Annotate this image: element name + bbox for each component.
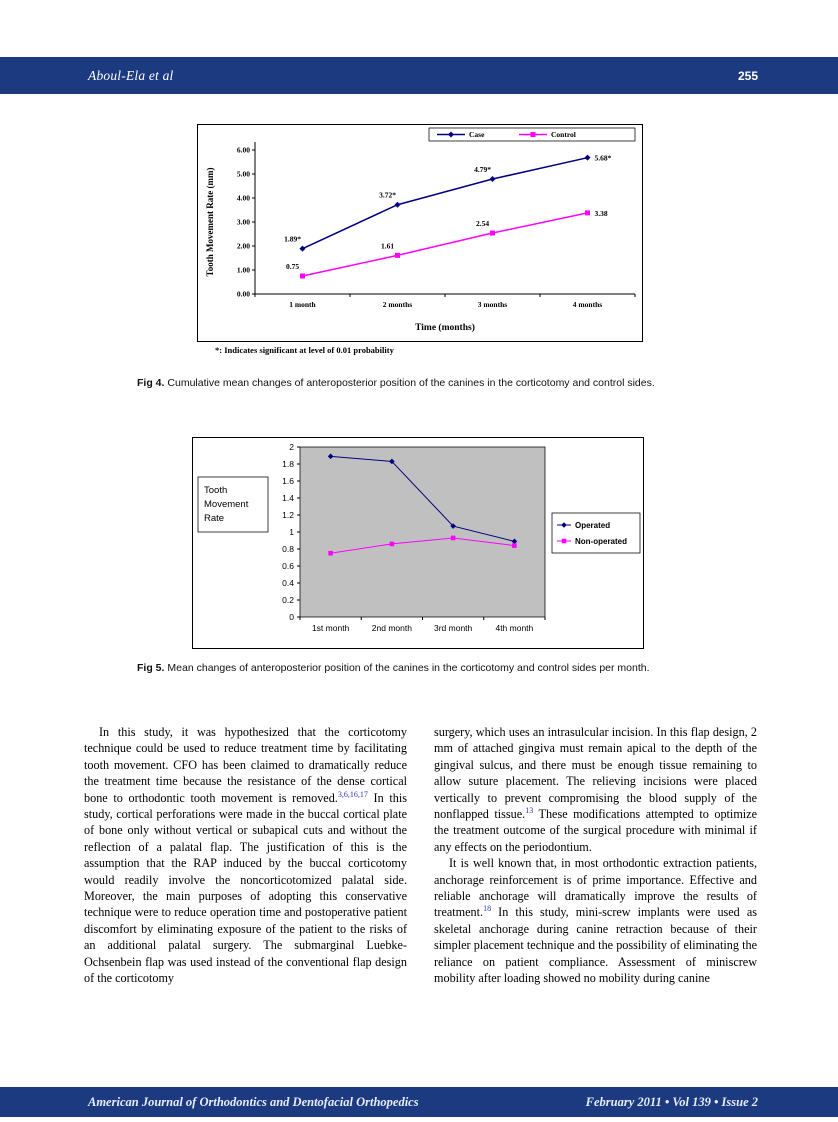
svg-text:5.00: 5.00: [236, 169, 250, 179]
fig5-caption: [137, 661, 707, 675]
svg-text:4 months: 4 months: [572, 300, 603, 309]
svg-text:3.72*: 3.72*: [379, 190, 396, 200]
fig4-footnote: *: Indicates significant at level of 0.01 probability: [215, 345, 394, 355]
svg-text:1.00: 1.00: [236, 265, 250, 275]
body-column-left: [84, 724, 407, 987]
svg-text:0.6: 0.6: [282, 561, 294, 571]
issue-info: February 2011 • Vol 139 • Issue 2: [585, 1094, 758, 1109]
figure-5: [192, 437, 644, 649]
svg-text:0.75: 0.75: [285, 262, 300, 271]
fig5-caption-text: Mean changes of anteroposterior position of the canines in the corticotomy and control sides per month.: [167, 662, 650, 674]
body-text: [84, 724, 757, 987]
fig5-caption-label: Fig 5.: [137, 662, 165, 674]
journal-name: American Journal of Orthodontics and Dentofacial Orthopedics: [88, 1094, 419, 1109]
svg-text:6.00: 6.00: [236, 145, 250, 155]
svg-text:2.00: 2.00: [236, 241, 250, 251]
svg-text:0.2: 0.2: [282, 595, 294, 605]
svg-text:1.2: 1.2: [282, 510, 294, 520]
svg-text:1.4: 1.4: [282, 493, 294, 503]
svg-text:1 month: 1 month: [289, 300, 316, 309]
svg-text:Rate: Rate: [204, 513, 225, 524]
svg-text:1.8: 1.8: [282, 459, 294, 469]
svg-text:0: 0: [289, 612, 294, 622]
fig5-legend: [552, 513, 640, 553]
svg-text:3.38: 3.38: [594, 208, 608, 218]
svg-text:2 months: 2 months: [382, 300, 413, 309]
svg-text:1.61: 1.61: [380, 241, 395, 251]
page-header: [0, 57, 838, 94]
svg-text:1.89*: 1.89*: [284, 234, 301, 244]
svg-text:Case: Case: [469, 130, 485, 139]
svg-text:4.00: 4.00: [236, 193, 250, 203]
body-text-run: surgery, which uses an intrasulcular incision. In this flap design, 2 mm of attached gingiva must remain apical to the depth of the gingival sulcus, and there must be enough tissue remaining to allow suture placement. The relieving incisions were placed vertically to prevent compromising the blood supply of the nonflapped tissue.: [434, 725, 757, 822]
fig4-chart: [197, 124, 643, 342]
body-column-right: [434, 724, 757, 987]
svg-text:4.79*: 4.79*: [474, 165, 491, 175]
fig5-chart: [192, 437, 644, 649]
body-text-run: These modifications attempted to optimize the treatment outcome of the surgical procedure with minimal if any effects on the periodontium.: [434, 807, 757, 854]
svg-text:2.54: 2.54: [475, 219, 490, 229]
svg-text:Movement: Movement: [204, 499, 249, 510]
running-head-author: Aboul-Ela et al: [88, 67, 174, 83]
reference-superscript[interactable]: 3,6,16,17: [337, 789, 368, 799]
svg-text:Control: Control: [551, 130, 576, 139]
svg-text:3.00: 3.00: [236, 217, 250, 227]
svg-text:1.6: 1.6: [282, 476, 294, 486]
svg-text:2: 2: [289, 442, 294, 452]
fig4-caption: [137, 376, 707, 390]
svg-text:1: 1: [289, 527, 294, 537]
svg-text:2nd month: 2nd month: [371, 623, 412, 633]
svg-text:0.8: 0.8: [282, 544, 294, 554]
figure-4: [197, 124, 643, 342]
body-text-run: It is well known that, in most orthodontic extraction patients, anchorage reinforcement is of prime importance. Effective and reliable anchorage will dramatically improve the results of treatment.: [434, 856, 757, 920]
body-paragraph: [84, 724, 407, 987]
body-paragraph: [434, 724, 757, 855]
svg-text:5.68*: 5.68*: [594, 153, 612, 163]
svg-text:4th month: 4th month: [495, 623, 534, 633]
page-footer: [0, 1087, 838, 1117]
body-text-run: In this study, cortical perforations were made in the buccal cortical plate of bone only without vertical or subapical cuts and without the reflection of a palatal flap. The justification of this is the assumption that the RAP induced by the buccal corticotomy would readily involve the noncorticotomized palatal side. Moreover, the main purposes of adopting this conservative technique were to reduce operation time and postoperative patient discomfort by eliminating exposure of the patient to the risks of an additional palatal surgery. The submarginal Luebke-Ochsenbein flap was used instead of the conventional flap design of the corticotomy: [84, 790, 407, 986]
fig4-caption-text: Cumulative mean changes of anteroposterior position of the canines in the corticotomy and control sides.: [167, 377, 655, 389]
reference-superscript[interactable]: 18: [483, 904, 492, 914]
svg-text:Time (months): Time (months): [415, 323, 475, 333]
svg-text:Operated: Operated: [575, 521, 611, 530]
svg-text:Tooth Movement Rate (mm): Tooth Movement Rate (mm): [205, 167, 215, 277]
body-text-run: In this study, mini-screw implants were used as skeletal anchorage during canine retraction because of their simpler placement technique and the possibility of eliminating the reliance on patient compliance. Assessment of miniscrew mobility after loading showed no mobility during canine: [434, 905, 757, 986]
svg-text:3rd month: 3rd month: [433, 623, 473, 633]
body-text-run: In this study, it was hypothesized that the corticotomy technique could be used to reduce treatment time by facilitating tooth movement. CFO has been claimed to dramatically reduce the treatment time because the resistance of the dense cortical bone to orthodontic tooth movement is removed.: [84, 725, 407, 805]
reference-superscript[interactable]: 13: [525, 805, 534, 815]
page-number: 255: [737, 68, 758, 83]
svg-text:0.00: 0.00: [236, 289, 250, 299]
svg-text:0.4: 0.4: [282, 578, 294, 588]
fig4-legend: [429, 128, 635, 141]
svg-text:Non-operated: Non-operated: [575, 537, 627, 546]
svg-text:3 months: 3 months: [477, 300, 508, 309]
body-paragraph: [434, 855, 757, 986]
svg-text:1st month: 1st month: [311, 623, 350, 633]
svg-text:Tooth: Tooth: [204, 485, 228, 496]
fig5-axis-label-box: [198, 477, 268, 532]
fig4-caption-label: Fig 4.: [137, 377, 165, 389]
